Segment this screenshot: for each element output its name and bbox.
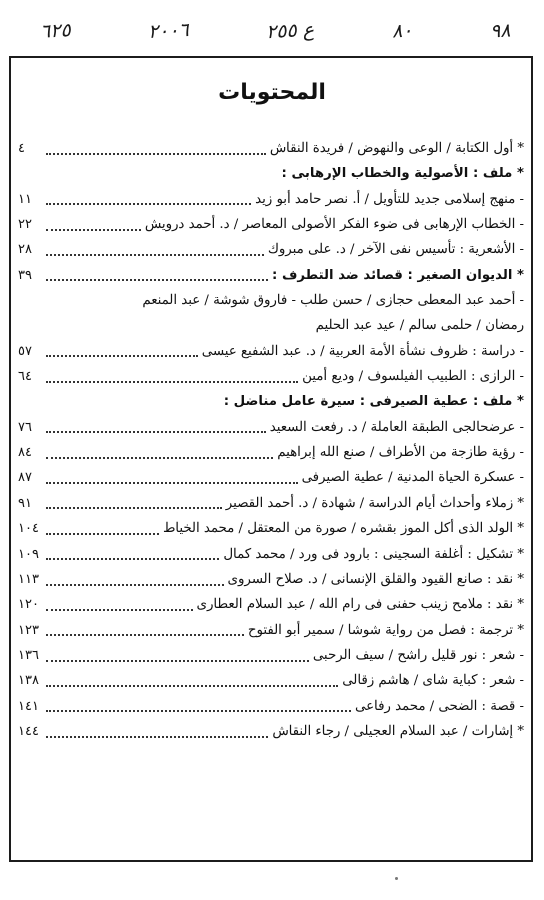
toc-entry [18,313,524,338]
dot-leader [46,554,219,560]
handwritten-note: ٢٠٠٦ [147,18,190,44]
toc-section-heading [18,263,524,288]
toc-page-number: ١١٣ [18,571,39,587]
toc-entry [18,415,524,440]
toc-page-number: ٥٧ [18,343,32,359]
toc-page-number: ٢٨ [18,242,32,258]
toc-page-number: ٨٧ [18,470,32,486]
dot-leader [46,478,298,484]
toc-entry-title: * ملف : عطية الصيرفى : سيرة عامل مناضل : [223,394,524,410]
toc-section-heading [18,389,524,414]
toc-page-number: ١٢٣ [18,622,39,638]
toc-entry [18,567,524,592]
toc-entry-title: * أول الكتابة / الوعى والنهوض / فريدة النقاش [269,141,524,156]
toc-entry [18,542,524,567]
toc-entry [18,516,524,541]
dot-leader [46,427,266,433]
toc-page-number: ٨٤ [18,445,32,461]
toc-entry-title: * إشارات / عبد السلام العجيلى / رجاء النقاش [272,723,524,739]
toc-entry [18,668,524,693]
toc-entry-title: * الولد الذى أكل الموز بقشره / صورة من المعتقل / محمد الخياط [162,521,524,537]
toc-entry-title: * نقد : صانع القيود والقلق الإنسانى / د. صلاح السروى [227,571,524,587]
toc-entry-title: * ملف : الأصولية والخطاب الإرهابى : [281,166,524,182]
toc-entry [18,237,524,262]
toc-page-number: ١٠٩ [18,546,39,562]
handwritten-note: ع ٢٥٥ [265,18,315,44]
toc-entry-title: * نقد : ملامح زينب حفنى فى رام الله / عبد السلام العطارى [196,597,524,613]
toc-entry [18,288,524,313]
toc-entry-title: - قصة : الضحى / محمد رفاعى [355,698,524,714]
dot-leader [46,275,268,281]
toc-entry-title: - دراسة : ظروف نشأة الأمة العربية / د. عبد الشفيع عيسى [201,343,524,359]
toc-entry-title: * الديوان الصغير : قصائد ضد التطرف : [272,267,524,283]
toc-entry-title: - أحمد عبد المعطى حجازى / حسن طلب - فاروق شوشة / عبد المنعم [142,293,524,309]
toc-page-number: ٩١ [18,495,32,511]
dot-leader [46,199,251,205]
toc-entry [18,339,524,364]
dot-leader [46,351,198,357]
table-of-contents [18,136,524,744]
handwritten-note: ٨٠ [391,19,413,43]
handwritten-annotations [40,16,510,46]
toc-entry [18,592,524,617]
toc-entry-title: * تشكيل : أغلفة السجينى : بارود فى ورد / محمد كمال [223,546,524,562]
toc-entry [18,491,524,516]
toc-page-number: ١٠٤ [18,521,39,537]
dot-leader [46,453,273,459]
toc-entry [18,719,524,744]
toc-entry [18,136,524,161]
toc-entry-title: - رؤية طازجة من الأطراف / صنع الله إبراهيم [277,445,524,461]
toc-entry-title: - عرضحالجى الطبقة العاملة / د. رفعت السعيد [269,419,524,435]
dot-leader [46,681,338,687]
toc-page-number: ١١ [18,191,32,207]
toc-page-number: ١٣٨ [18,673,39,689]
toc-page-number: ١٢٠ [18,597,39,613]
toc-entry-title: - شعر : نور قليل راشح / سيف الرحبى [312,647,524,663]
toc-entry [18,212,524,237]
toc-entry-title: - الأشعرية : تأسيس نفى الآخر / د. على مبروك [267,242,524,258]
toc-entry [18,618,524,643]
toc-entry-title: - عسكرة الحياة المدنية / عطية الصيرفى [301,470,524,486]
toc-entry [18,465,524,490]
toc-entry-title: * زملاء وأحداث أيام الدراسة / شهادة / د. أحمد القصير [225,495,524,511]
toc-entry [18,187,524,212]
dot-leader [46,732,268,738]
dot-leader [46,630,244,636]
toc-entry-title: * ترجمة : فصل من رواية شوشا / سمير أبو الفتوح [247,622,524,638]
dot-leader [46,706,351,712]
toc-page-number: ٦٤ [18,369,32,385]
handwritten-note: ٩٨ [489,19,511,43]
dot-leader [46,580,224,586]
toc-entry [18,643,524,668]
toc-entry [18,694,524,719]
dot-leader [46,250,264,256]
toc-entry [18,440,524,465]
toc-page-number: ٤ [18,141,25,156]
toc-section-heading [18,161,524,186]
toc-entry-title: رمضان / حلمى سالم / عيد عبد الحليم [315,318,524,334]
toc-page-number: ٣٩ [18,267,32,283]
toc-entry-title: - الخطاب الإرهابى فى ضوء الفكر الأصولى المعاصر / د. أحمد درويش [144,217,524,233]
toc-entry-title: - شعر : كباية شاى / هاشم زقالى [342,673,524,689]
dot-leader [46,605,193,611]
scan-speck [395,877,398,880]
toc-entry [18,364,524,389]
toc-page-number: ١٤١ [18,698,39,714]
toc-page-number: ١٣٦ [18,647,39,663]
toc-page-number: ٢٢ [18,217,32,233]
page-title: المحتويات [218,80,326,105]
dot-leader [46,656,309,662]
toc-page-number: ١٤٤ [18,723,39,739]
dot-leader [46,503,222,509]
dot-leader [46,225,141,231]
toc-entry-title: - منهج إسلامى جديد للتأويل / أ. نصر حامد أبو زيد [255,191,524,207]
toc-page-number: ٧٦ [18,419,32,435]
dot-leader [46,529,159,535]
toc-entry-title: - الرازى : الطبيب الفيلسوف / وديع أمين [302,369,524,385]
handwritten-note: ٦٢٥ [39,19,72,43]
dot-leader [46,377,298,383]
dot-leader [46,149,266,155]
